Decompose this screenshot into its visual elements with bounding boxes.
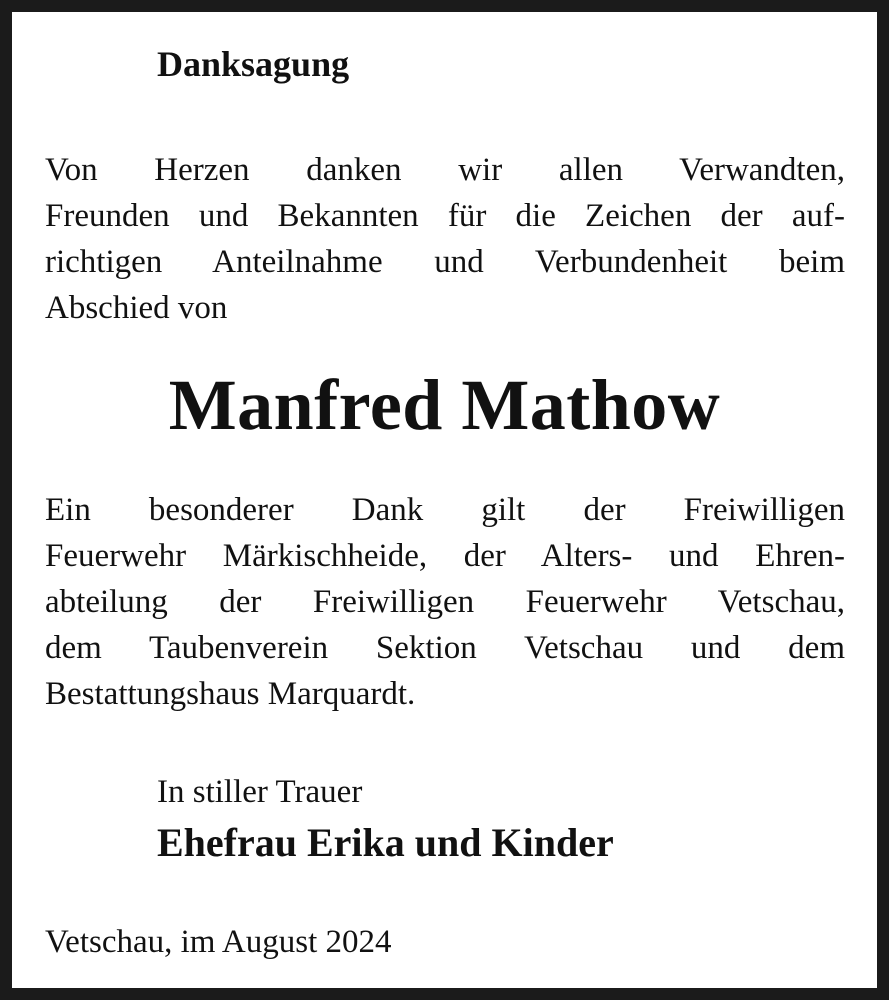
thanks-paragraph	[45, 147, 845, 331]
mourning-line: In stiller Trauer	[157, 774, 363, 810]
paragraph-line: Abschied von	[45, 290, 228, 326]
paragraph-line: Freunden und Bekannten für die Zeichen der auf-	[45, 198, 845, 234]
paragraph-line: abteilung der Freiwilligen Feuerwehr Vetschau,	[45, 584, 845, 620]
place-date: Vetschau, im August 2024	[45, 924, 392, 960]
family-signature: Ehefrau Erika und Kinder	[157, 820, 614, 865]
notice-heading: Danksagung	[157, 44, 350, 84]
paragraph-line: Von Herzen danken wir allen Verwandten,	[45, 152, 845, 188]
paragraph-line: dem Taubenverein Sektion Vetschau und dem	[45, 630, 845, 666]
deceased-name: Manfred Mathow	[168, 365, 721, 445]
paragraph-line: Ein besonderer Dank gilt der Freiwilligen	[45, 492, 845, 528]
special-thanks-paragraph	[45, 487, 845, 717]
paragraph-line: Bestattungshaus Marquardt.	[45, 676, 416, 712]
paragraph-line: richtigen Anteilnahme und Verbundenheit beim	[45, 244, 845, 280]
paragraph-line: Feuerwehr Märkischheide, der Alters- und Ehren-	[45, 538, 845, 574]
